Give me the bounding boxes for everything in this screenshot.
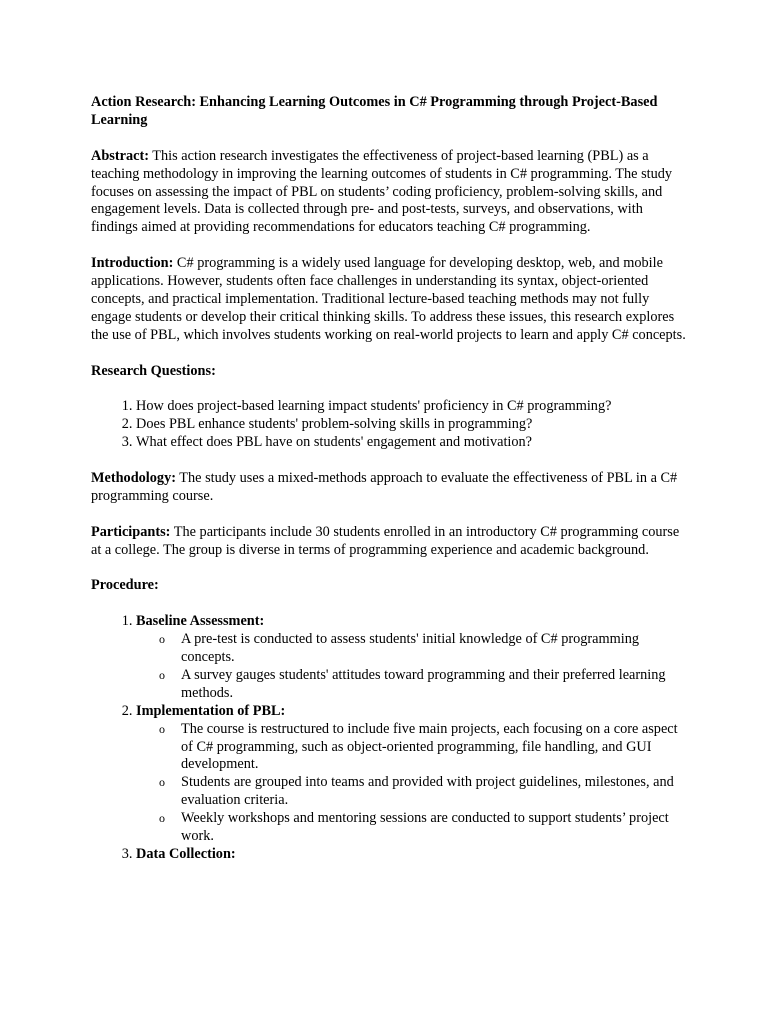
step-label: Data Collection: <box>136 845 236 862</box>
step-label: Implementation of PBL: <box>136 702 286 719</box>
methodology-label: Methodology: <box>91 469 176 486</box>
list-item: 1. How does project-based learning impact students' proficiency in C# programming? <box>136 398 687 416</box>
list-item: o A pre-test is conducted to assess students' initial knowledge of C# programming concepts. <box>181 631 687 667</box>
introduction-paragraph <box>91 255 687 345</box>
methodology-text: The study uses a mixed-methods approach to evaluate the effectiveness of PBL in a C# programming course. <box>91 469 678 504</box>
introduction-text: C# programming is a widely used language for developing desktop, web, and mobile applications. However, students often face challenges in understanding its syntax, object-oriented concepts, and practical implementation. Traditional lecture-based teaching methods may not fully engage students or develop their critical thinking skills. To address these issues, this research explores the use of PBL, which involves students working on real-world projects to learn and apply C# concepts. <box>91 255 686 343</box>
introduction-label: Introduction: <box>91 255 174 272</box>
procedure-heading: Procedure: <box>91 577 159 594</box>
procedure-step <box>136 846 687 864</box>
procedure-step <box>136 613 687 703</box>
step-subitems <box>136 631 687 703</box>
document-body <box>91 94 687 882</box>
list-item: 2. Does PBL enhance students' problem-solving skills in programming? <box>136 416 687 434</box>
procedure-steps-list <box>91 613 687 864</box>
methodology-paragraph <box>91 470 687 506</box>
step-subitems <box>136 721 687 846</box>
step-label: Baseline Assessment: <box>136 613 265 630</box>
abstract-label: Abstract: <box>91 147 149 164</box>
participants-text: The participants include 30 students enrolled in an introductory C# programming course at a college. The group is diverse in terms of programming experience and academic background. <box>91 523 680 558</box>
document-title: Action Research: Enhancing Learning Outcomes in C# Programming through Project-Based Learning <box>91 94 658 128</box>
abstract-paragraph <box>91 148 687 238</box>
list-item: o A survey gauges students' attitudes toward programming and their preferred learning methods. <box>181 667 687 703</box>
list-item: o Students are grouped into teams and provided with project guidelines, milestones, and evaluation criteria. <box>181 774 687 810</box>
procedure-step <box>136 703 687 846</box>
list-item: 3. What effect does PBL have on students' engagement and motivation? <box>136 434 687 452</box>
research-questions-heading: Research Questions: <box>91 362 216 379</box>
list-item: o Weekly workshops and mentoring sessions are conducted to support students’ project work. <box>181 810 687 846</box>
participants-label: Participants: <box>91 523 171 540</box>
abstract-text: This action research investigates the effectiveness of project-based learning (PBL) as a teaching methodology in improving the learning outcomes of students in C# programming. The study focuses on assessing the impact of PBL on students’ coding proficiency, problem-solving skills, and engagement levels. Data is collected through pre- and post-tests, surveys, and observations, with findings aimed at providing recommendations for educators teaching C# programming. <box>91 147 673 236</box>
participants-paragraph <box>91 524 687 560</box>
list-item: o The course is restructured to include five main projects, each focusing on a core aspect of C# programming, such as object-oriented programming, file handling, and GUI development. <box>181 721 687 775</box>
research-questions-list <box>91 398 687 452</box>
